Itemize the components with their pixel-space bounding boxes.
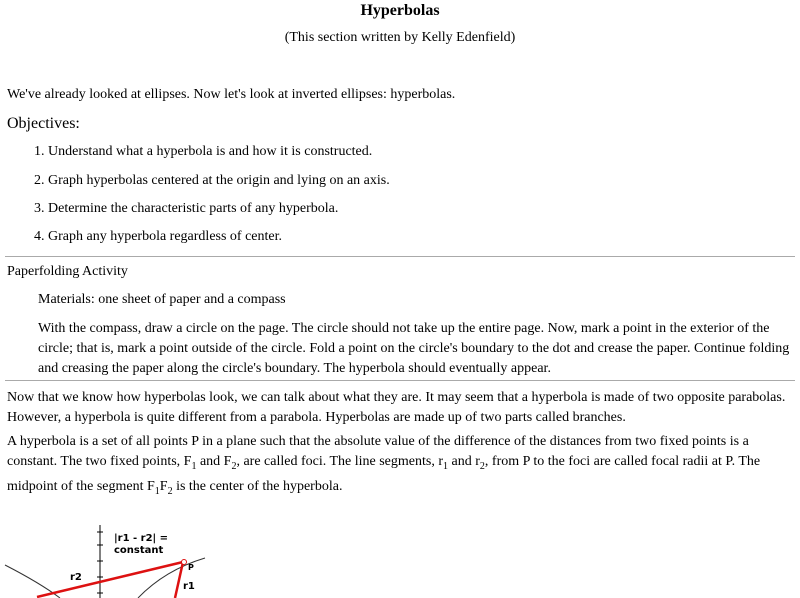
- point-p: [182, 560, 187, 565]
- objectives-heading: Objectives:: [7, 115, 80, 132]
- equation-label-2: constant: [114, 545, 164, 556]
- activity-instructions: With the compass, draw a circle on the page. The circle should not take up the entire page. Now, mark a point in the exterior of the circle; that is, mark a point outside of the circle. Fold a point on the circle's boundary to the dot and crease the paper. Continue folding and creasing the paper along the circle's boundary. The hyperbola should eventually appear.: [38, 321, 790, 376]
- hyperbola-diagram: [0, 515, 230, 598]
- objective-item: 3. Determine the characteristic parts of any hyperbola.: [34, 201, 339, 216]
- intro-paragraph: We've already looked at ellipses. Now let's look at inverted ellipses: hyperbolas.: [7, 87, 456, 102]
- equation-label: |r1 - r2| =: [114, 533, 169, 544]
- divider: [5, 380, 795, 381]
- byline: (This section written by Kelly Edenfield): [284, 30, 516, 45]
- objective-item: 2. Graph hyperbolas centered at the origin and lying on an axis.: [34, 173, 390, 188]
- page-title: Hyperbolas: [360, 2, 440, 19]
- activity-heading: Paperfolding Activity: [7, 264, 128, 279]
- p-label: P: [188, 563, 194, 572]
- divider: [5, 256, 795, 257]
- r2-label: r2: [70, 572, 82, 583]
- objective-item: 4. Graph any hyperbola regardless of center.: [34, 229, 283, 244]
- branches-paragraph: Now that we know how hyperbolas look, we can talk about what they are. It may seem that a hyperbola is made of two opposite parabolas. However, a hyperbola is quite different from a parabola. Hyperbolas are made up of two parts called branches.: [7, 390, 786, 425]
- focal-radius-r2: [37, 562, 183, 597]
- objective-item: 1. Understand what a hyperbola is and how it is constructed.: [34, 144, 373, 159]
- focal-radius-r1: [175, 562, 183, 598]
- definition-paragraph: A hyperbola is a set of all points P in a plane such that the absolute value of the difference of the distances from two fixed points is a constant. The two fixed points, $F_1$ and $F_2$, are called foci. The line segments, $r_1$ and $r_2$, from P to the foci are called focal radii at P. The midpoint of the segment $F_1F_2$ is the center of the hyperbola.: [7, 434, 761, 497]
- materials-text: Materials: one sheet of paper and a compass: [38, 292, 286, 307]
- r1-label: r1: [183, 581, 195, 592]
